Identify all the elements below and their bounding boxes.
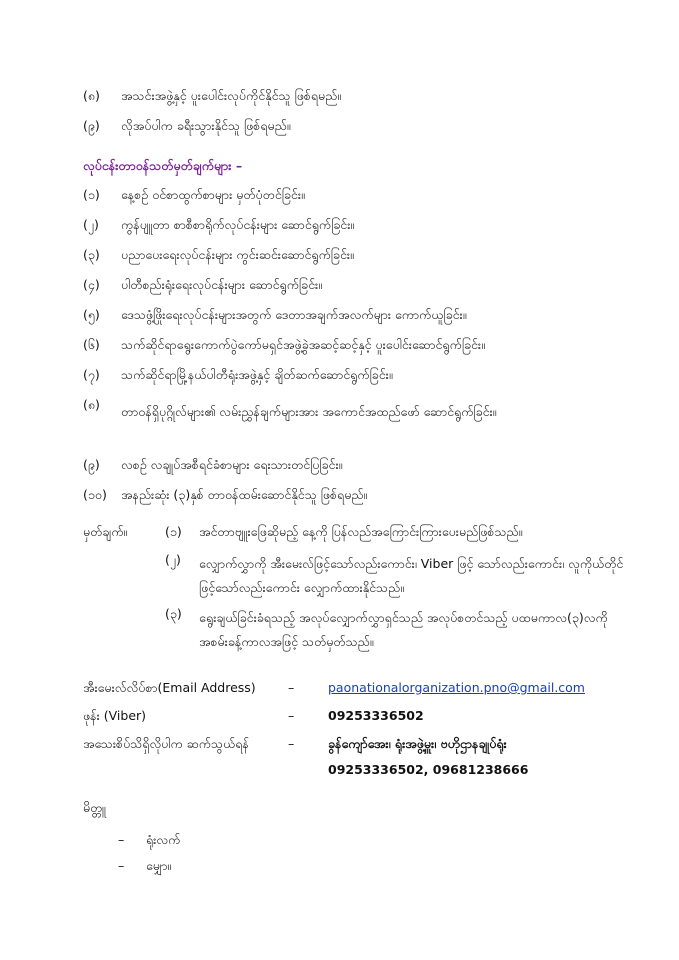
item-number: (၅) [83, 307, 100, 322]
contact-label: ဖုန်း (Viber) [83, 708, 147, 723]
copy-to-item [118, 858, 171, 875]
item-number: (၉) [83, 118, 100, 133]
item-number: (၇) [83, 367, 100, 382]
item-text: အနည်းဆုံး (၃)နှစ် တာဝန်ထမ်းဆောင်နိုင်သူ ဖြစ်ရမည်။ [121, 487, 368, 502]
item-text: အသင်းအဖွဲ့နှင့် ပူးပေါင်းလုပ်ကိုင်နိုင်သူ ဖြစ်ရမည်။ [121, 88, 342, 103]
contact-phones: 09253336502, 09681238666 [328, 762, 529, 777]
item-text: နေ့စဉ် ဝင်စာထွက်စာများ မှတ်ပုံတင်ခြင်း။ [121, 187, 305, 202]
contact-dash: – [288, 736, 295, 751]
item-text: တာဝန်ရှိပုဂ္ဂိုလ်များ၏ လမ်းညွှန်ချက်များအား အကောင်အထည်ဖော် ဆောင်ရွက်ခြင်း။ [121, 404, 497, 419]
item-text: ဒေသဖွံ့ဖြိုးရေးလုပ်ငန်းများအတွက် ဒေတာအချက်အလက်များ ကောက်ယူခြင်း။ [121, 307, 467, 322]
item-number: (၁) [83, 187, 100, 202]
item-number: (၉) [83, 457, 100, 472]
duties-heading: လုပ်ငန်းတာဝန်သတ်မှတ်ချက်များ – [83, 158, 243, 173]
note-text: လျှောက်လွှာကို အီးမေးလ်ဖြင့်သော်လည်းကောင်း၊ Viber ဖြင့် သော်လည်းကောင်း၊ လူကိုယ်တိုင်ဖြင့်သော်လည်းကောင်း လျှောက်ထားနိုင်သည်။ [199, 556, 624, 595]
item-number: (၈) [83, 88, 100, 103]
copy-dash: – [118, 832, 125, 847]
phone-number: 09253336502 [328, 708, 424, 723]
contact-label: အီးမေးလ်လိပ်စာ(Email Address) [83, 680, 256, 695]
copy-dash: – [118, 858, 125, 873]
item-number: (၆) [83, 337, 100, 352]
item-number: (၃) [83, 247, 100, 262]
item-number: (၄) [83, 277, 100, 292]
note-number: (၃) [165, 606, 182, 621]
item-number: (၂) [83, 217, 99, 232]
copy-to-item [118, 832, 180, 849]
note-text: အင်တာဗျူးဖြေဆိုမည့် နေ့ကို ပြန်လည်အကြောင်းကြားပေးမည်ဖြစ်သည်။ [199, 524, 523, 539]
copy-text: မျှော။ [146, 858, 172, 873]
item-text: သက်ဆိုင်ရာရွေးကောက်ပွဲကော်မရှင်အဖွဲ့ခွဲအဆင့်ဆင့်နှင့် ပူးပေါင်းဆောင်ရွက်ခြင်း။ [121, 337, 485, 352]
item-text: လစဉ် လချုပ်အစီရင်ခံစာများ ရေးသားတင်ပြခြင်း။ [121, 457, 343, 472]
copy-text: ရုံးလက် [146, 832, 181, 847]
contact-dash: – [288, 680, 295, 695]
item-number: (၁၀) [83, 487, 107, 502]
contact-dash: – [288, 708, 295, 723]
note-number: (၂) [165, 552, 181, 567]
note-number: (၁) [165, 524, 182, 539]
item-text: ကွန်ပျူတာ စာစီစာရိုက်လုပ်ငန်းများ ဆောင်ရွက်ခြင်း။ [121, 217, 355, 232]
notes-label: မှတ်ချက်။ [83, 524, 128, 539]
item-text: သက်ဆိုင်ရာမြို့နယ်ပါတီရုံးအဖွဲ့နှင့် ချိတ်ဆက်ဆောင်ရွက်ခြင်း။ [121, 367, 393, 382]
note-text: ရွေးချယ်ခြင်းခံရသည့် အလုပ်လျှောက်လွှာရှင်သည် အလုပ်စတင်သည့် ပထမကာလ(၃)လကို အစမ်းခန့်ကာလအဖြင့် သတ်မှတ်သည်။ [199, 610, 608, 649]
contact-label: အသေးစိပ်သိရှိလိုပါက ဆက်သွယ်ရန် [83, 736, 249, 751]
email-link[interactable]: paonationalorganization.pno@gmail.com [328, 680, 585, 695]
item-text: ပညာပေးရေးလုပ်ငန်းများ ကွင်းဆင်းဆောင်ရွက်ခြင်း။ [121, 247, 354, 262]
item-text: ပါတီစည်းရုံးရေးလုပ်ငန်းများ ဆောင်ရွက်ခြင်း။ [121, 277, 322, 292]
contact-person: ခွန်ကျော်အေး၊ ရုံးအဖွဲ့မှူး၊ ဗဟိုဌာနချုပ်ရုံး [328, 736, 507, 751]
copy-to-label: မိတ္တူ [83, 800, 106, 815]
item-number: (၈) [83, 397, 100, 412]
item-text: လိုအပ်ပါက ခရီးသွားနိုင်သူ ဖြစ်ရမည်။ [121, 118, 291, 133]
